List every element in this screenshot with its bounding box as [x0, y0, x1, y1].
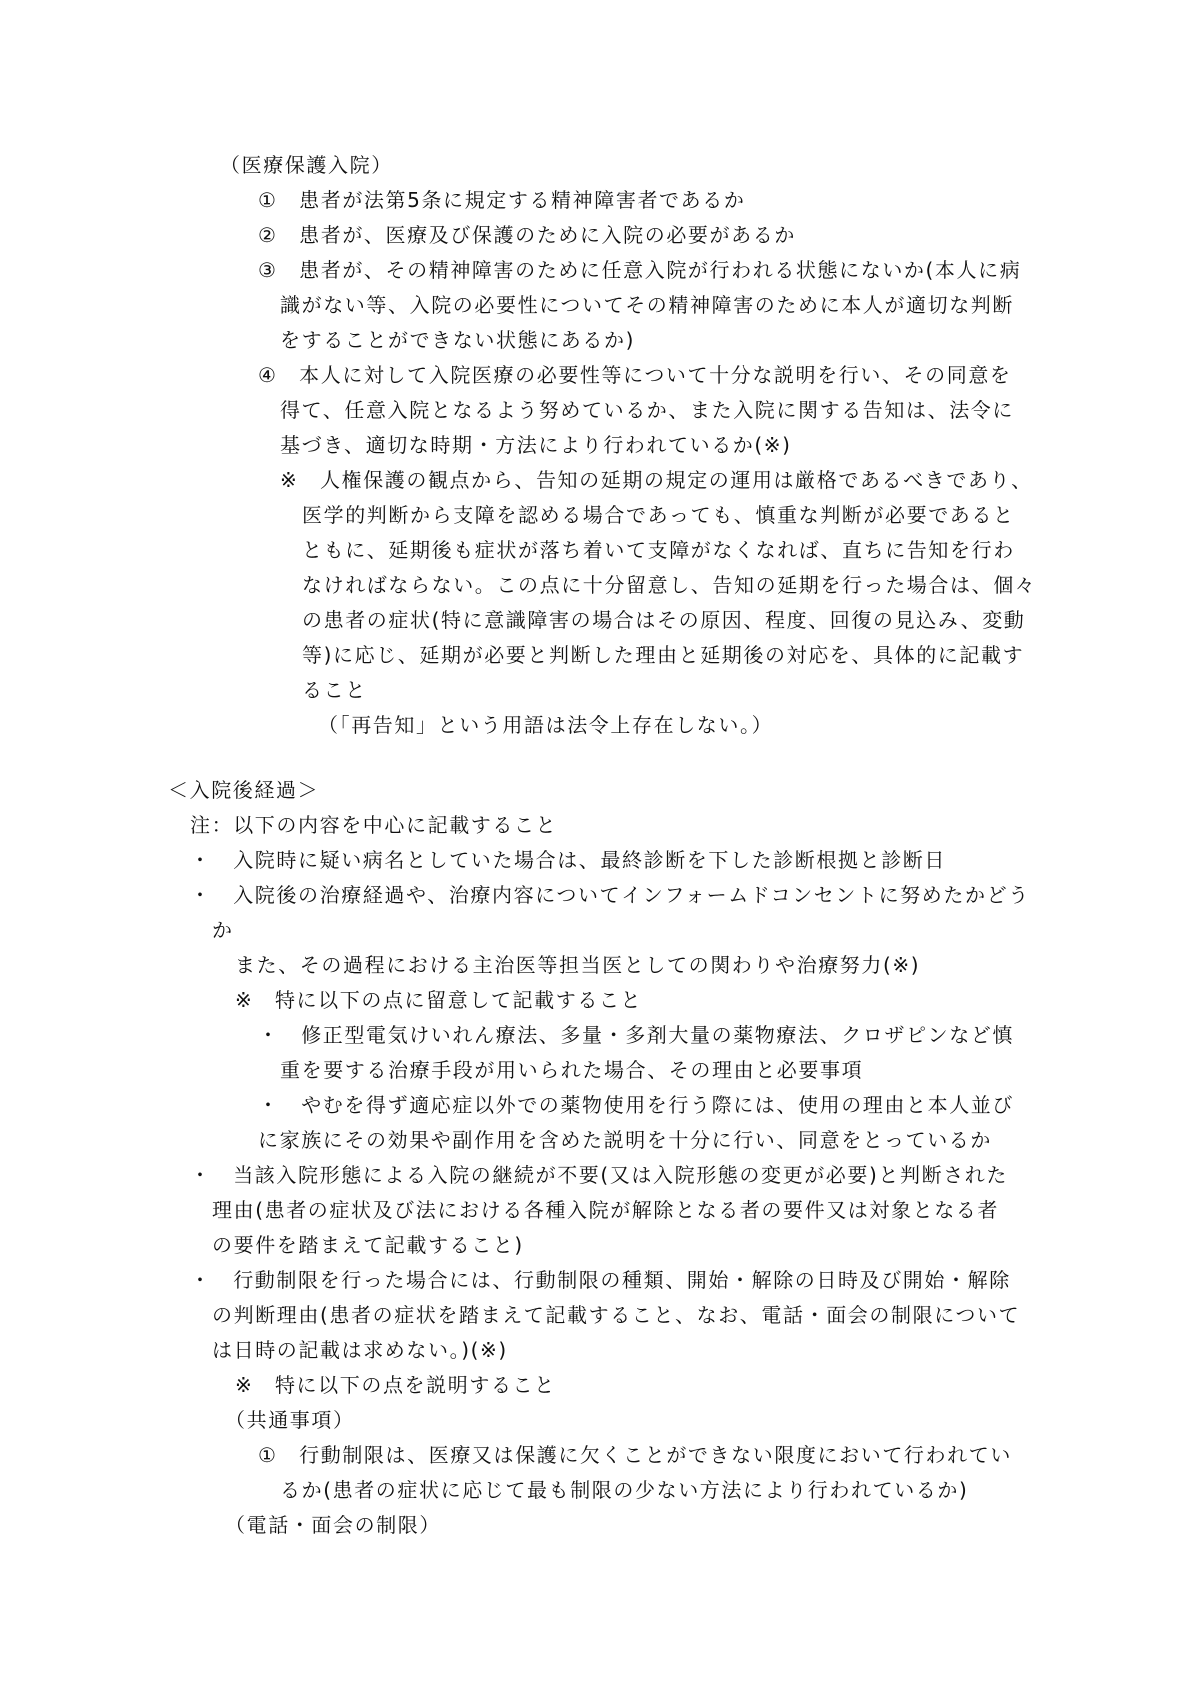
sub-bullet-item: ・ 修正型電気けいれん療法、多量・多剤大量の薬物療法、クロザピンなど慎	[258, 1023, 1014, 1047]
note-remark: （「再告知」という用語は法令上存在しない。）	[318, 713, 774, 737]
bullet-item-continued: の要件を踏まえて記載すること)	[212, 1233, 524, 1257]
bullet-item: ・ 入院後の治療経過や、治療内容についてインフォームドコンセントに努めたかどう	[190, 883, 1030, 907]
list-item: ① 患者が法第5条に規定する精神障害者であるか	[258, 188, 746, 212]
paragraph: また、その過程における主治医等担当医としての関わりや治療努力(※)	[235, 953, 921, 977]
list-item-continued: るか(患者の症状に応じて最も制限の少ない方法により行われているか)	[280, 1478, 969, 1502]
note-continued: ともに、延期後も症状が落ち着いて支障がなくなれば、直ちに告知を行わ	[302, 538, 1015, 562]
list-item: ② 患者が、医療及び保護のために入院の必要があるか	[258, 223, 796, 247]
bullet-item: ・ 当該入院形態による入院の継続が不要(又は入院形態の変更が必要)と判断された	[190, 1163, 1009, 1187]
list-item-continued: 基づき、適切な時期・方法により行われているか(※)	[280, 433, 792, 457]
bullet-item-continued: は日時の記載は求めない。)(※)	[212, 1338, 508, 1362]
bullet-item-continued: の判断理由(患者の症状を踏まえて記載すること、なお、電話・面会の制限について	[212, 1303, 1021, 1327]
bullet-item-continued: か	[212, 918, 234, 942]
list-item: ④ 本人に対して入院医療の必要性等について十分な説明を行い、その同意を	[258, 363, 1012, 387]
subsection-heading: （電話・面会の制限）	[225, 1513, 441, 1537]
note-continued: ること	[302, 678, 367, 702]
note-continued: なければならない。この点に十分留意し、告知の延期を行った場合は、個々	[302, 573, 1037, 597]
subsection-heading: （共通事項）	[225, 1408, 355, 1432]
sub-bullet-item-continued: 重を要する治療手段が用いられた場合、その理由と必要事項	[280, 1058, 864, 1082]
list-item: ① 行動制限は、医療又は保護に欠くことができない限度において行われてい	[258, 1443, 1012, 1467]
note: ※ 人権保護の観点から、告知の延期の規定の運用は厳格であるべきであり、	[280, 468, 1033, 492]
note: 注：以下の内容を中心に記載すること	[190, 813, 558, 837]
note: ※ 特に以下の点を説明すること	[235, 1373, 556, 1397]
note-continued: 医学的判断から支障を認める場合であっても、慎重な判断が必要であると	[302, 503, 1015, 527]
note-continued: の患者の症状(特に意識障害の場合はその原因、程度、回復の見込み、変動	[302, 608, 1026, 632]
bullet-item-continued: 理由(患者の症状及び法における各種入院が解除となる者の要件又は対象となる者	[212, 1198, 1000, 1222]
list-item-continued: をすることができない状態にあるか)	[280, 328, 636, 352]
bullet-item: ・ 行動制限を行った場合には、行動制限の種類、開始・解除の日時及び開始・解除	[190, 1268, 1011, 1292]
list-item: ③ 患者が、その精神障害のために任意入院が行われる状態にないか(本人に病	[258, 258, 1022, 282]
sub-bullet-item-continued: に家族にその効果や副作用を含めた説明を十分に行い、同意をとっているか	[258, 1128, 992, 1152]
list-item-continued: 得て、任意入院となるよう努めているか、また入院に関する告知は、法令に	[280, 398, 1014, 422]
note-continued: 等)に応じ、延期が必要と判断した理由と延期後の対応を、具体的に記載す	[302, 643, 1025, 667]
sub-bullet-item: ・ やむを得ず適応症以外での薬物使用を行う際には、使用の理由と本人並び	[258, 1093, 1014, 1117]
section-heading: （医療保護入院）	[220, 153, 393, 177]
section-heading: ＜入院後経過＞	[168, 778, 320, 802]
list-item-continued: 識がない等、入院の必要性についてその精神障害のために本人が適切な判断	[280, 293, 1014, 317]
bullet-item: ・ 入院時に疑い病名としていた場合は、最終診断を下した診断根拠と診断日	[190, 848, 946, 872]
note: ※ 特に以下の点に留意して記載すること	[235, 988, 643, 1012]
